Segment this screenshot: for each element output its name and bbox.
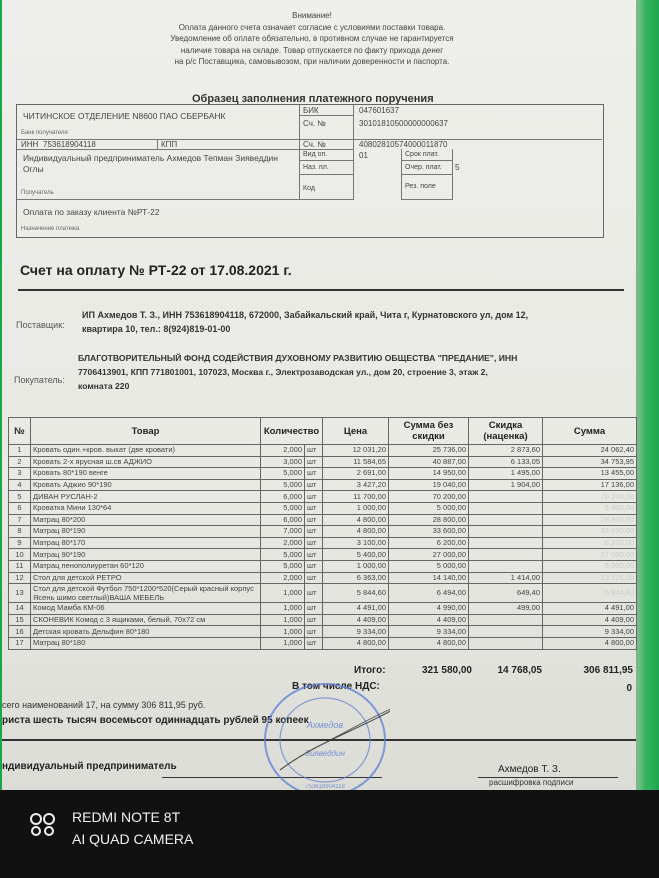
row-unit: шт (305, 526, 323, 538)
notice-line: на р/с Поставщика, самовывозом, при наличии доверенности и паспорта. (174, 57, 450, 66)
row-item: Кровать один.+кров. выкат (две кровати) (31, 445, 261, 457)
row-qty: 5,000 (261, 560, 305, 572)
signer-caption: расшифровка подписи (489, 778, 574, 787)
row-discount: 6 133,05 (469, 456, 543, 468)
buyer-line1: БЛАГОТВОРИТЕЛЬНЫЙ ФОНД СОДЕЙСТВИЯ ДУХОВНОМУ РАЗВИТИЮ ОБЩЕСТВА "ПРЕДАНИЕ", ИНН (78, 353, 518, 363)
table-row (9, 560, 637, 572)
itogo-sum: 306 811,95 (583, 665, 633, 676)
row-discount (469, 637, 543, 649)
row-qty: 7,000 (261, 526, 305, 538)
corr-label: Сч. № (303, 119, 326, 128)
row-item: Матрац 90*190 (31, 549, 261, 561)
purpose-caption: Назначение платежа (21, 226, 80, 232)
row-sum: 5 000,00 (543, 502, 637, 514)
row-num: 9 (9, 537, 31, 549)
row-sum-nodisc: 4 990,00 (389, 603, 469, 615)
recipient-name: Индивидуальный предприниматель Ахмедов Тепман Зияведдин Оглы (23, 153, 278, 174)
bank-acc-cell (353, 105, 602, 140)
row-discount (469, 626, 543, 638)
table-row (9, 491, 637, 503)
row-unit: шт (305, 549, 323, 561)
row-sum-nodisc: 14 140,00 (389, 572, 469, 584)
svg-text:753618904118: 753618904118 (305, 784, 345, 790)
row-qty: 1,000 (261, 584, 305, 603)
rez-label: Рез. поле (405, 183, 436, 190)
svg-text:Ахмедов: Ахмедов (306, 720, 344, 730)
row-item: Матрац 80*200 (31, 514, 261, 526)
row-sum-nodisc: 33 600,00 (389, 526, 469, 538)
row-unit: шт (305, 603, 323, 615)
row-sum-nodisc: 40 887,00 (389, 456, 469, 468)
row-qty: 1,000 (261, 614, 305, 626)
row-discount: 1 495,00 (469, 468, 543, 480)
row-num: 13 (9, 584, 31, 603)
row-price: 4 800,00 (323, 514, 389, 526)
row-discount (469, 560, 543, 572)
row-price: 3 100,00 (323, 537, 389, 549)
row-sum: 9 334,00 (543, 626, 637, 638)
row-price: 11 700,00 (323, 491, 389, 503)
row-qty: 5,000 (261, 479, 305, 491)
row-sum-nodisc: 28 800,00 (389, 514, 469, 526)
row-unit: шт (305, 637, 323, 649)
row-sum: 5 000,00 (543, 560, 637, 572)
row-num: 6 (9, 502, 31, 514)
signer-name: Ахмедов Т. З. (498, 764, 561, 775)
corr-account: 30101810500000000637 (359, 119, 448, 128)
account-value: 40802810574000011870 (359, 140, 448, 149)
col-header-num: № (9, 418, 31, 445)
row-sum: 6 200,00 (543, 537, 637, 549)
row-item: Кроватка Мини 130*64 (31, 502, 261, 514)
row-price: 1 000,00 (323, 560, 389, 572)
payment-purpose: Оплата по заказу клиента №РТ-22 (23, 207, 160, 217)
row-unit: шт (305, 537, 323, 549)
row-price: 9 334,00 (323, 626, 389, 638)
items-table (8, 417, 637, 650)
camera-watermark (72, 806, 193, 850)
row-sum-nodisc: 27 000,00 (389, 549, 469, 561)
row-unit: шт (305, 614, 323, 626)
row-sum: 4 409,00 (543, 614, 637, 626)
svg-text:Зияведдин: Зияведдин (305, 749, 345, 758)
row-item: Кровать 2-х ярусная ш.св АДЖИО (31, 456, 261, 468)
row-item: Матрац 80*180 (31, 637, 261, 649)
kod-label: Код (303, 185, 315, 192)
invoice-title: Счет на оплату № РТ-22 от 17.08.2021 г. (20, 262, 292, 278)
row-sum-nodisc: 4 800,00 (389, 637, 469, 649)
row-item: Кровать Аджио 90*190 (31, 479, 261, 491)
row-sum-nodisc: 14 950,00 (389, 468, 469, 480)
col-header-discount: Скидка (наценка) (469, 418, 543, 445)
row-discount (469, 514, 543, 526)
row-unit: шт (305, 468, 323, 480)
camera-model: REDMI NOTE 8T (72, 809, 181, 825)
table-row (9, 637, 637, 649)
title-divider (18, 289, 624, 291)
row-num: 5 (9, 491, 31, 503)
nds-label: В том числе НДС: (292, 681, 380, 692)
row-price: 6 363,00 (323, 572, 389, 584)
vidop-value: 01 (359, 151, 368, 160)
row-discount: 2 873,60 (469, 445, 543, 457)
row-unit: шт (305, 584, 323, 603)
row-num: 12 (9, 572, 31, 584)
row-sum: 27 000,00 (543, 549, 637, 561)
invoice-paper (2, 0, 636, 800)
buyer-label: Покупатель: (14, 375, 65, 385)
row-unit: шт (305, 502, 323, 514)
row-qty: 5,000 (261, 468, 305, 480)
row-sum-nodisc: 19 040,00 (389, 479, 469, 491)
table-row (9, 537, 637, 549)
row-price: 1 000,00 (323, 502, 389, 514)
row-item: Матрац пенополиуретан 60*120 (31, 560, 261, 572)
row-sum-nodisc: 25 736,00 (389, 445, 469, 457)
row-unit: шт (305, 572, 323, 584)
ocher-label: Очер. плат. (405, 164, 442, 171)
row-qty: 1,000 (261, 626, 305, 638)
inn-label: ИНН (21, 140, 39, 149)
row-qty: 5,000 (261, 502, 305, 514)
row-num: 11 (9, 560, 31, 572)
notice-block (122, 10, 502, 68)
row-num: 2 (9, 456, 31, 468)
recipient-caption: Получатель (21, 190, 54, 196)
table-row (9, 514, 637, 526)
row-item: Комод Мамба КМ-06 (31, 603, 261, 615)
table-row (9, 456, 637, 468)
itogo-label: Итого: (354, 665, 386, 676)
row-price: 5 844,60 (323, 584, 389, 603)
notice-line: наличие товара на складе. Товар отпускается по факту прихода денег (180, 45, 444, 55)
row-discount (469, 614, 543, 626)
row-sum-nodisc: 9 334,00 (389, 626, 469, 638)
row-discount: 649,40 (469, 584, 543, 603)
itogo-sum-nodisc: 321 580,00 (421, 665, 472, 676)
table-row (9, 549, 637, 561)
row-item: Стол для детской Футбол 750*1200*520(Серый красный корпус Ясень шимо светлый)ВАША МЕБЕЛЬ (31, 584, 261, 603)
row-sum-nodisc: 6 200,00 (389, 537, 469, 549)
company-stamp (260, 680, 390, 798)
row-sum: 28 800,00 (543, 514, 637, 526)
kpp-label: КПП (161, 140, 178, 149)
notice-heading: Внимание! (292, 11, 332, 20)
table-row (9, 614, 637, 626)
row-qty: 2,000 (261, 572, 305, 584)
row-item: Стол для детской РЕТРО (31, 572, 261, 584)
itogo-discount: 14 768,05 (497, 665, 542, 676)
row-qty: 5,000 (261, 549, 305, 561)
bank-caption: Банк получателя (21, 130, 68, 136)
payment-form-title: Образец заполнения платежного поручения (192, 93, 434, 105)
items-count-line: сего наименований 17, на сумму 306 811,95 руб. (2, 700, 206, 710)
row-sum: 70 200,00 (543, 491, 637, 503)
vidop-label: Вид оп. (303, 151, 328, 158)
row-sum: 4 800,00 (543, 637, 637, 649)
row-price: 4 491,00 (323, 603, 389, 615)
row-sum-nodisc: 6 494,00 (389, 584, 469, 603)
row-discount (469, 537, 543, 549)
row-sum-nodisc: 5 000,00 (389, 502, 469, 514)
buyer-line2: 7706413901, КПП 771801001, 107023, Москва г., Электрозаводская ул., дом 20, строение 3, этаж 2, (78, 367, 488, 377)
bik-value: 047601637 (359, 106, 400, 115)
col-header-item: Товар (31, 418, 261, 445)
row-num: 1 (9, 445, 31, 457)
notice-line: Оплата данного счета означает согласие с условиями поставки товара. (178, 22, 446, 32)
row-unit: шт (305, 456, 323, 468)
row-num: 15 (9, 614, 31, 626)
row-discount: 499,00 (469, 603, 543, 615)
table-row (9, 626, 637, 638)
row-discount (469, 526, 543, 538)
row-num: 14 (9, 603, 31, 615)
bik-label: БИК (303, 106, 319, 115)
signer-role: ндивидуальный предприниматель (2, 761, 177, 772)
row-num: 4 (9, 479, 31, 491)
naz-label: Наз. пл. (303, 164, 329, 171)
row-sum-nodisc: 4 409,00 (389, 614, 469, 626)
row-unit: шт (305, 445, 323, 457)
amount-in-words: риста шесть тысяч восемьсот одиннадцать рублей 95 копеек (2, 715, 309, 726)
row-qty: 3,000 (261, 456, 305, 468)
row-discount (469, 502, 543, 514)
row-sum: 34 753,95 (543, 456, 637, 468)
table-row (9, 479, 637, 491)
table-row (9, 526, 637, 538)
row-sum: 4 491,00 (543, 603, 637, 615)
table-row (9, 584, 637, 603)
row-num: 3 (9, 468, 31, 480)
row-unit: шт (305, 479, 323, 491)
row-price: 4 800,00 (323, 637, 389, 649)
col-header-sum-nodisc: Сумма без скидки (389, 418, 469, 445)
row-num: 16 (9, 626, 31, 638)
inn-value: 753618904118 (43, 140, 96, 149)
nds-value: 0 (626, 683, 632, 694)
row-discount: 1 414,00 (469, 572, 543, 584)
row-num: 10 (9, 549, 31, 561)
col-header-qty: Количество (261, 418, 323, 445)
row-price: 2 691,00 (323, 468, 389, 480)
row-price: 4 800,00 (323, 526, 389, 538)
row-item: Матрац 80*170 (31, 537, 261, 549)
row-discount (469, 549, 543, 561)
row-item: Детская кровать Дельфин 80*180 (31, 626, 261, 638)
row-sum-nodisc: 5 000,00 (389, 560, 469, 572)
row-price: 11 584,65 (323, 456, 389, 468)
row-price: 5 400,00 (323, 549, 389, 561)
row-sum: 24 062,40 (543, 445, 637, 457)
row-discount: 1 904,00 (469, 479, 543, 491)
row-item: СКОНЕВИК Комод с 3 ящиками, белый, 70x72 см (31, 614, 261, 626)
row-unit: шт (305, 560, 323, 572)
notice-line: Уведомление об оплате обязательно, в противном случае не гарантируется (170, 34, 454, 43)
row-price: 3 427,20 (323, 479, 389, 491)
row-item: ДИВАН РУСЛАН-2 (31, 491, 261, 503)
row-qty: 2,000 (261, 537, 305, 549)
row-sum: 12 726,00 (543, 572, 637, 584)
acc-label: Сч. № (303, 140, 326, 149)
srok-label: Срок плат. (405, 151, 439, 158)
supplier-line2: квартира 10, тел.: 8(924)819-01-00 (82, 324, 231, 334)
row-item: Кровать 80*190 венге (31, 468, 261, 480)
supplier-line1: ИП Ахмедов Т. З., ИНН 753618904118, 672000, Забайкальский край, Чита г, Курнатовского ул, дом 12, (82, 310, 529, 320)
ocher-value: 5 (455, 163, 460, 172)
row-qty: 1,000 (261, 603, 305, 615)
row-num: 8 (9, 526, 31, 538)
row-qty: 2,000 (261, 445, 305, 457)
camera-lens-icon (28, 812, 62, 836)
row-qty: 1,000 (261, 637, 305, 649)
camera-type: AI QUAD CAMERA (72, 831, 194, 847)
col-header-sum: Сумма (543, 418, 637, 445)
row-num: 7 (9, 514, 31, 526)
table-row (9, 468, 637, 480)
row-qty: 6,000 (261, 491, 305, 503)
table-row (9, 445, 637, 457)
supplier-label: Поставщик: (16, 320, 65, 330)
row-price: 12 031,20 (323, 445, 389, 457)
row-num: 17 (9, 637, 31, 649)
row-sum-nodisc: 70 200,00 (389, 491, 469, 503)
table-row (9, 572, 637, 584)
bank-name: ЧИТИНСКОЕ ОТДЕЛЕНИЕ N8600 ПАО СБЕРБАНК (23, 111, 226, 121)
row-sum: 17 136,00 (543, 479, 637, 491)
row-unit: шт (305, 491, 323, 503)
table-header-row (9, 418, 637, 445)
table-row (9, 603, 637, 615)
row-unit: шт (305, 626, 323, 638)
row-unit: шт (305, 514, 323, 526)
row-qty: 6,000 (261, 514, 305, 526)
row-price: 4 409,00 (323, 614, 389, 626)
row-item: Матрац 80*190 (31, 526, 261, 538)
table-row (9, 502, 637, 514)
recipient-cell (17, 149, 300, 200)
row-sum: 33 600,00 (543, 526, 637, 538)
row-discount (469, 491, 543, 503)
row-sum: 5 844,60 (543, 584, 637, 603)
col-header-price: Цена (323, 418, 389, 445)
payment-form (16, 104, 604, 238)
buyer-line3: комната 220 (78, 381, 130, 391)
row-sum: 13 455,00 (543, 468, 637, 480)
